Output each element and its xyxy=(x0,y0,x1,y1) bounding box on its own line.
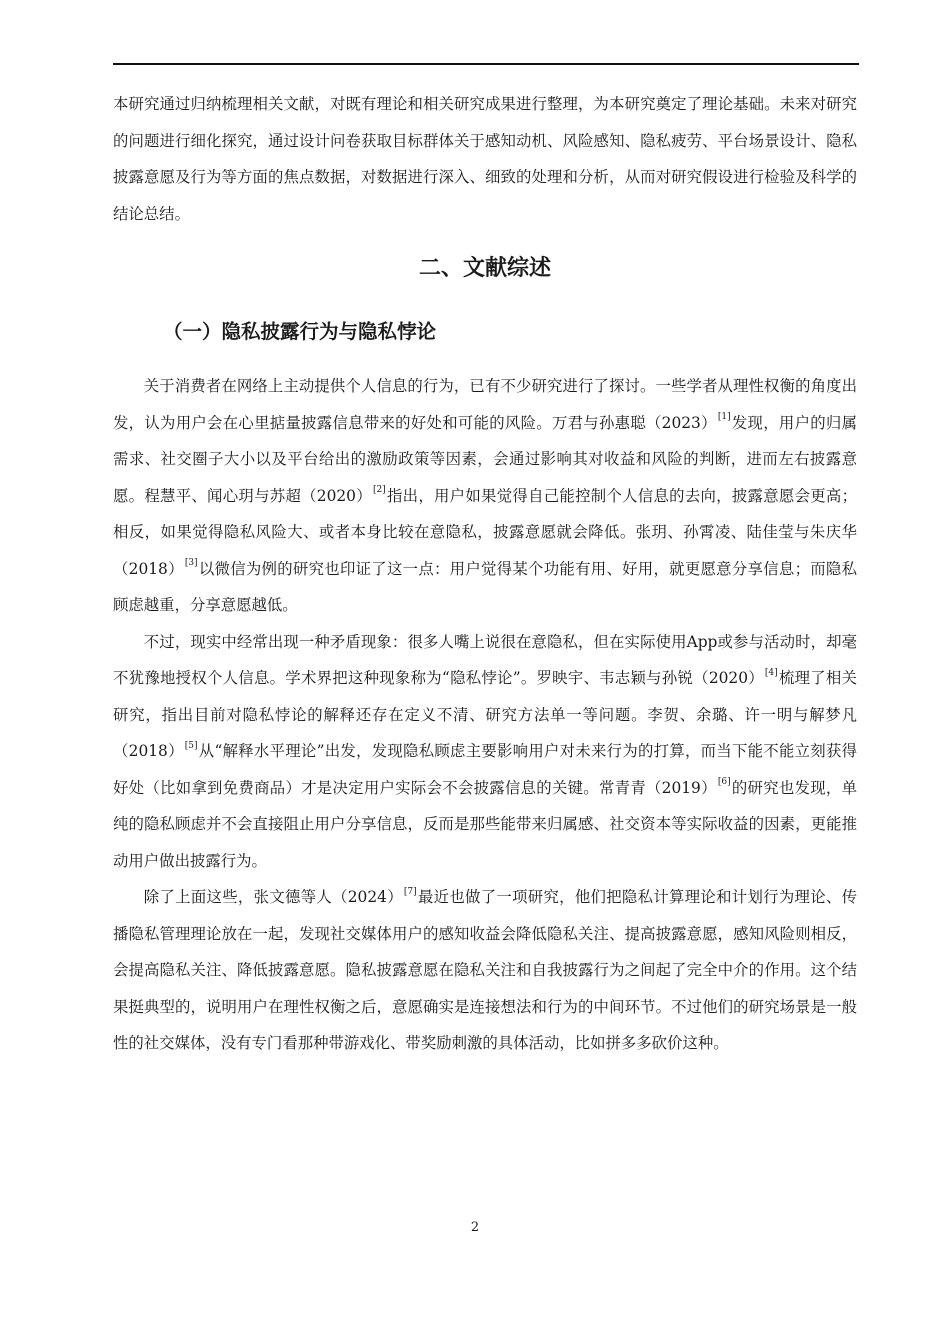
paragraph1-text-1: 关于消费者在网络上主动提供个人信息的行为，已有不少研究进行了探讨。一些学者从理性权衡的角度出发，认为用户会在心里掂量披露信息带来的好处和可能的风险。万君与孙惠聪（2023） xyxy=(113,377,857,432)
paragraph2-text-2: 梳理了相关研究，指出目前对隐私悖论的解释还存在定义不清、研究方法单一等问题。李贺、余璐、许一明与解梦凡（2018） xyxy=(113,669,857,760)
page-body xyxy=(113,86,857,1062)
citation-2: [2] xyxy=(372,485,386,496)
paragraph-privacy-paradox xyxy=(113,624,857,880)
paragraph2-text-4: 的研究也发现，单纯的隐私顾虑并不会直接阻止用户分享信息，反而是那些能带来归属感、社交资本等实际收益的因素，更能推动用户做出披露行为。 xyxy=(113,778,857,870)
header-rule xyxy=(113,63,859,65)
citation-7: [7] xyxy=(403,886,417,897)
citation-4: [4] xyxy=(764,667,778,678)
paragraph2-text-1: 不过，现实中经常出现一种矛盾现象：很多人嘴上说很在意隐私，但在实际使用App或参与活动时，却毫不犹豫地授权个人信息。学术界把这种现象称为“隐私悖论”。罗映宇、韦志颖与孙锐（2020） xyxy=(113,632,857,687)
paragraph1-text-4: 以微信为例的研究也印证了这一点：用户觉得某个功能有用、好用，就更愿意分享信息；而隐私顾虑越重，分享意愿越低。 xyxy=(113,559,857,614)
subsection-title: （一）隐私披露行为与隐私悖论 xyxy=(163,320,437,343)
paragraph2-text-3: 从“解释水平理论”出发，发现隐私顾虑主要影响用户对未来行为的打算，而当下能不能立刻获得好处（比如拿到免费商品）才是决定用户实际会不会披露信息的关键。常青青（2019） xyxy=(113,742,857,797)
paragraph-recent-research xyxy=(113,879,857,1062)
intro-paragraph: 本研究通过归纳梳理相关文献，对既有理论和相关研究成果进行整理，为本研究奠定了理论基础。未来对研究的问题进行细化探究，通过设计问卷获取目标群体关于感知动机、风险感知、隐私疲劳、平台场景设计、隐私披露意愿及行为等方面的焦点数据，对数据进行深入、细致的处理和分析，从而对研究假设进行检验及科学的结论总结。 xyxy=(113,95,857,223)
section-title: 二、文献综述 xyxy=(418,256,551,281)
paragraph-privacy-disclosure xyxy=(113,368,857,624)
paragraph1-text-2: 发现，用户的归属需求、社交圈子大小以及平台给出的激励政策等因素，会通过影响其对收益和风险的判断，进而左右披露意愿。程慧平、闻心玥与苏超（2020） xyxy=(113,413,857,505)
citation-1: [1] xyxy=(717,412,731,423)
page-number: 2 xyxy=(470,1220,480,1235)
citation-6: [6] xyxy=(717,777,731,788)
paragraph3-text-2: 最近也做了一项研究，他们把隐私计算理论和计划行为理论、传播隐私管理理论放在一起，发现社交媒体用户的感知收益会降低隐私关注、提高披露意愿，感知风险则相反，会提高隐私关注、降低披露意愿。隐私披露意愿在隐私关注和自我披露行为之间起了完全中介的作用。这个结果挺典型的，说明用户在理性权衡之后，意愿确实是连接想法和行为的中间环节。不过他们的研究场景是一般性的社交媒体，没有专门看那种带游戏化、带奖励刺激的具体活动，比如拼多多砍价这种。 xyxy=(113,888,857,1052)
paragraph1-text-3: 指出，用户如果觉得自己能控制个人信息的去向，披露意愿会更高；相反，如果觉得隐私风险大、或者本身比较在意隐私，披露意愿就会降低。张玥、孙霄凌、陆佳莹与朱庆华（2018） xyxy=(113,486,857,578)
citation-5: [5] xyxy=(184,740,198,751)
citation-3: [3] xyxy=(184,558,198,569)
paragraph3-text-1: 除了上面这些，张文德等人（2024） xyxy=(143,888,403,906)
